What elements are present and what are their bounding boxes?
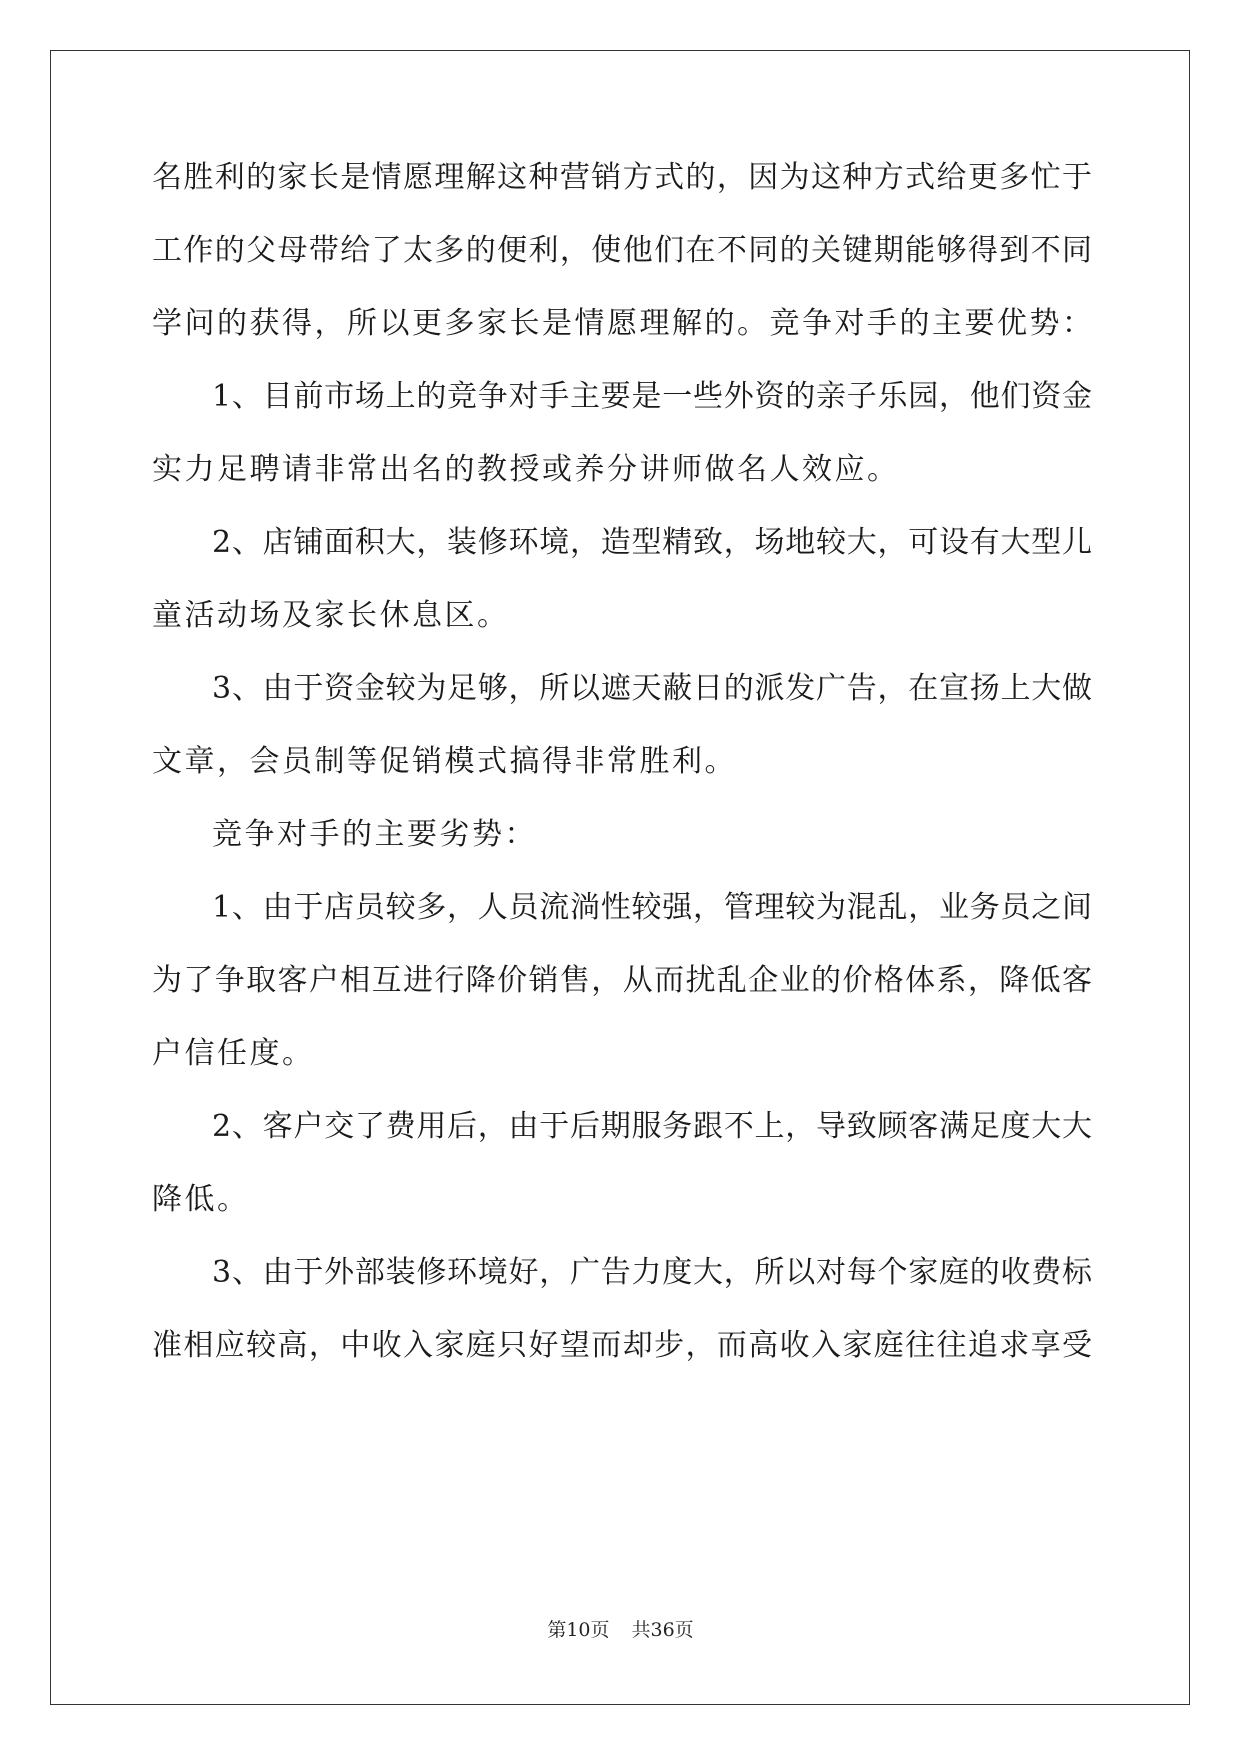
text-line: 1、目前市场上的竞争对手主要是一些外资的亲子乐园，他们资金 [212, 379, 1092, 414]
text-line: 工作的父母带给了太多的便利，使他们在不同的关键期能够得到不同 [152, 233, 1092, 268]
text-line: 2、店铺面积大，装修环境，造型精致，场地较大，可设有大型儿 [212, 525, 1092, 560]
text-line: 2、客户交了费用后，由于后期服务跟不上，导致顾客满足度大大 [212, 1109, 1092, 1144]
text-line: 户信任度。 [152, 1036, 315, 1071]
text-line: 童活动场及家长休息区。 [152, 598, 510, 633]
text-line: 为了争取客户相互进行降价销售，从而扰乱企业的价格体系，降低客 [152, 963, 1092, 998]
text-line: 名胜利的家长是情愿理解这种营销方式的，因为这种方式给更多忙于 [152, 160, 1092, 195]
text-line: 3、由于外部装修环境好，广告力度大，所以对每个家庭的收费标 [212, 1255, 1092, 1290]
text-line: 1、由于店员较多，人员流淌性较强，管理较为混乱，业务员之间 [212, 890, 1092, 925]
text-line: 实力足聘请非常出名的教授或养分讲师做名人效应。 [152, 452, 900, 487]
text-line: 准相应较高，中收入家庭只好望而却步，而高收入家庭往往追求享受 [152, 1328, 1092, 1363]
text-line: 竞争对手的主要劣势： [212, 817, 537, 852]
text-line: 降低。 [152, 1182, 250, 1217]
page-border [50, 50, 1190, 1705]
page-footer [0, 1618, 1241, 1642]
page-number-total: 共36页 [631, 1619, 694, 1641]
text-line: 3、由于资金较为足够，所以遮天蔽日的派发广告，在宣扬上大做 [212, 671, 1092, 706]
text-line: 学问的获得，所以更多家长是情愿理解的。竞争对手的主要优势： [152, 306, 1092, 341]
text-line: 文章，会员制等促销模式搞得非常胜利。 [152, 744, 737, 779]
page-number-current: 第10页 [547, 1619, 610, 1641]
